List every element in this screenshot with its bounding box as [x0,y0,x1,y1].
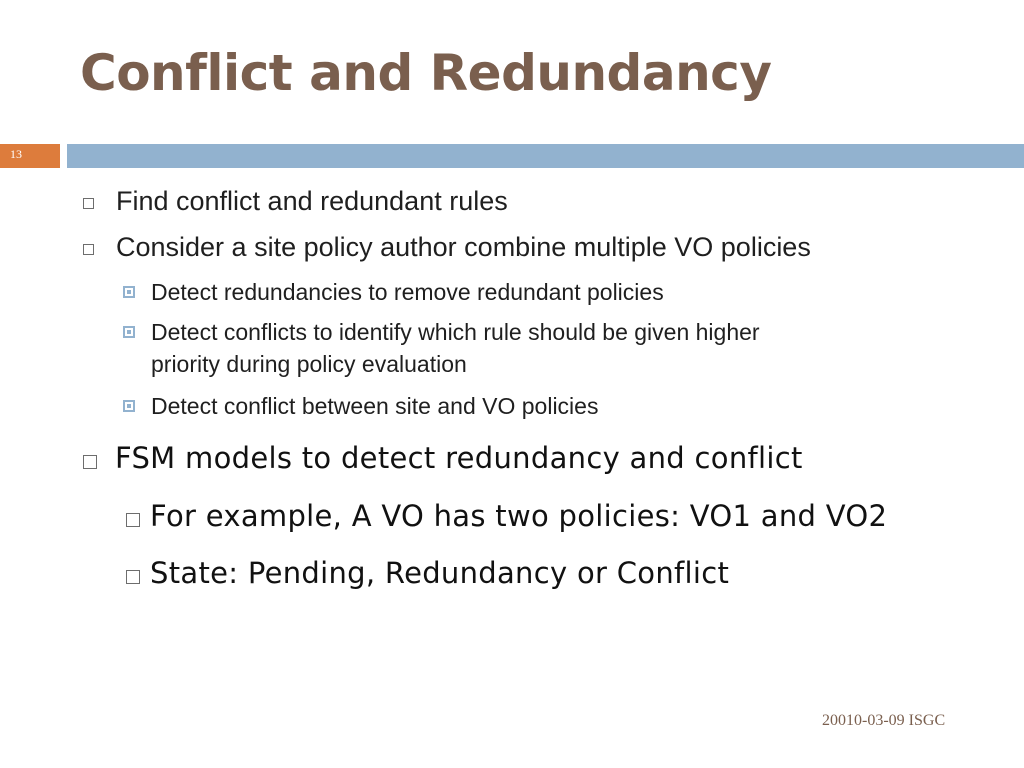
slide-footer: 20010-03-09 ISGC [822,712,946,729]
square-bullet-icon [126,513,140,527]
sub-bullet-text: State: Pending, Redundancy or Conflict [150,556,730,590]
bullet-text: FSM models to detect redundancy and conflict [115,441,803,475]
square-bullet-icon [83,455,97,469]
sub-bullet-text: Detect conflict between site and VO policies [151,393,599,419]
bullet-item [83,186,508,217]
slide-title: Conflict and Redundancy [80,44,772,102]
square-bullet-icon [83,244,94,255]
bullet-item [83,441,803,475]
slide-number-badge [0,144,60,168]
sub-bullet-text: priority during policy evaluation [151,351,467,377]
header-divider-bar [67,144,1024,168]
bullet-text: Consider a site policy author combine multiple VO policies [116,232,811,262]
slide-number: 13 [10,147,22,161]
bullet-text: Find conflict and redundant rules [116,186,508,216]
bullet-item [83,232,811,263]
sub-bullet-continuation [151,351,467,378]
filled-square-bullet-icon [123,326,135,338]
sub-bullet-item [126,499,887,533]
square-bullet-icon [126,570,140,584]
filled-square-bullet-icon [123,400,135,412]
sub-bullet-text: Detect redundancies to remove redundant policies [151,279,664,305]
filled-square-bullet-icon [123,286,135,298]
sub-bullet-item [123,279,664,306]
sub-bullet-text: For example, A VO has two policies: VO1 and VO2 [150,499,888,533]
sub-bullet-item [123,393,598,420]
sub-bullet-item [123,319,760,346]
square-bullet-icon [83,198,94,209]
sub-bullet-text: Detect conflicts to identify which rule should be given higher [151,319,760,345]
sub-bullet-item [126,556,729,590]
